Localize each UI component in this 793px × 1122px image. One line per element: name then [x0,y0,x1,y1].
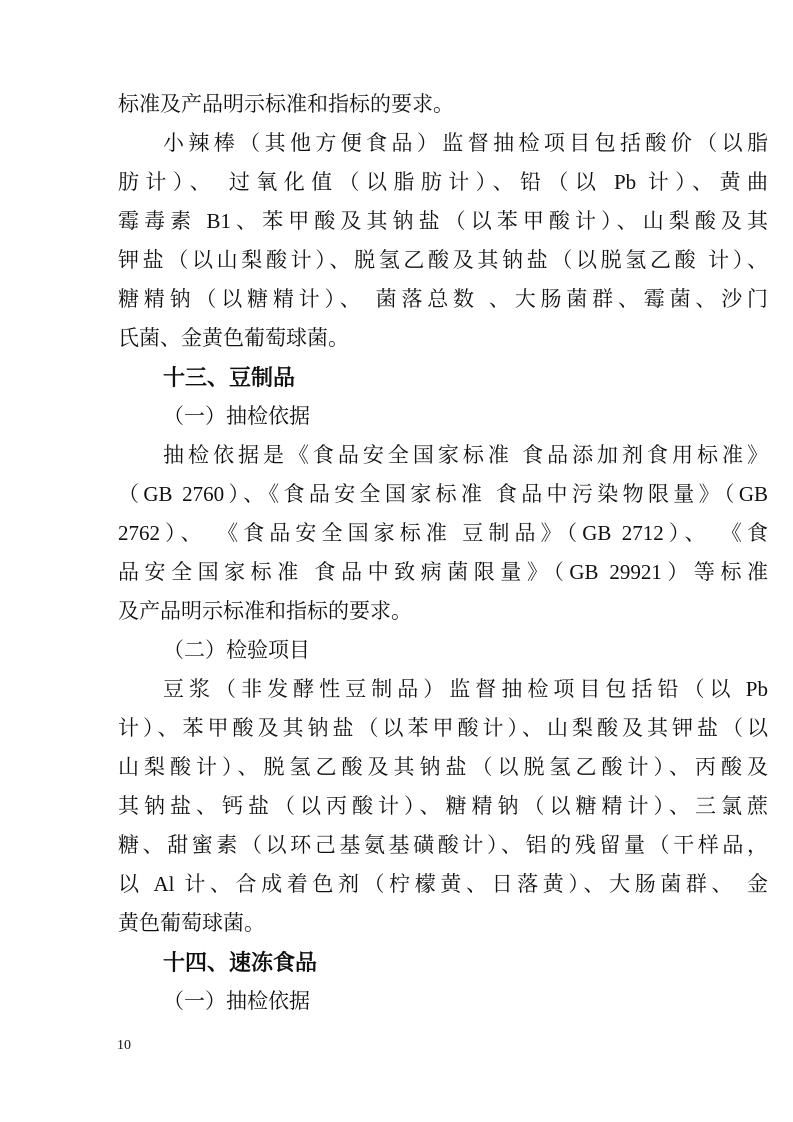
text-line: 钾盐（以山梨酸计）、脱氢乙酸及其钠盐（以脱氢乙酸 计）、 [118,248,768,272]
text-line: （一）抽检依据 [163,404,310,428]
text-line: 抽检依据是《食品安全国家标准 食品添加剂食用标准》 [163,443,768,467]
text-line: 糖、甜蜜素（以环己基氨基磺酸计）、铝的残留量（干样品， [118,833,768,857]
text-line: 及产品明示标准和指标的要求。 [118,599,412,623]
text-line: （一）抽检依据 [163,989,310,1013]
text-line: 以 Al 计、合成着色剂（柠檬黄、日落黄）、大肠菌群、 金 [118,872,768,896]
text-block [118,85,768,1021]
text-line: 其钠盐、钙盐（以丙酸计）、糖精钠（以糖精计）、三氯蔗 [118,794,768,818]
text-line: 山梨酸计）、脱氢乙酸及其钠盐（以脱氢乙酸计）、丙酸及 [118,755,768,779]
text-line: （二）检验项目 [163,638,310,662]
text-line: 氏菌、金黄色葡萄球菌。 [118,326,349,350]
text-line: 糖精钠（以糖精计）、 菌落总数 、大肠菌群、霉菌、沙门 [118,287,768,311]
section-heading: 十四、速冻食品 [163,950,318,975]
text-line: 小辣棒（其他方便食品）监督抽检项目包括酸价（以脂 [163,131,768,155]
section-heading: 十三、豆制品 [163,365,296,390]
text-line: 肪计）、 过氧化值（以脂肪计）、铅（以 Pb 计）、黄曲 [118,170,768,194]
text-line: （GB 2760）、《食品安全国家标准 食品中污染物限量》（GB [118,482,768,506]
page-number: 10 [117,1038,131,1053]
text-line: 霉毒素 B1、苯甲酸及其钠盐（以苯甲酸计）、山梨酸及其 [118,209,768,233]
text-line: 豆浆（非发酵性豆制品）监督抽检项目包括铅（以 Pb [163,677,768,701]
text-line: 2762）、 《食品安全国家标准 豆制品》（GB 2712）、 《食 [118,521,768,545]
text-line: 计）、苯甲酸及其钠盐（以苯甲酸计）、山梨酸及其钾盐（以 [118,716,768,740]
text-line: 品安全国家标准 食品中致病菌限量》（GB 29921）等标准 [118,560,768,584]
text-line: 标准及产品明示标准和指标的要求。 [118,92,454,116]
text-line: 黄色葡萄球菌。 [118,911,265,935]
